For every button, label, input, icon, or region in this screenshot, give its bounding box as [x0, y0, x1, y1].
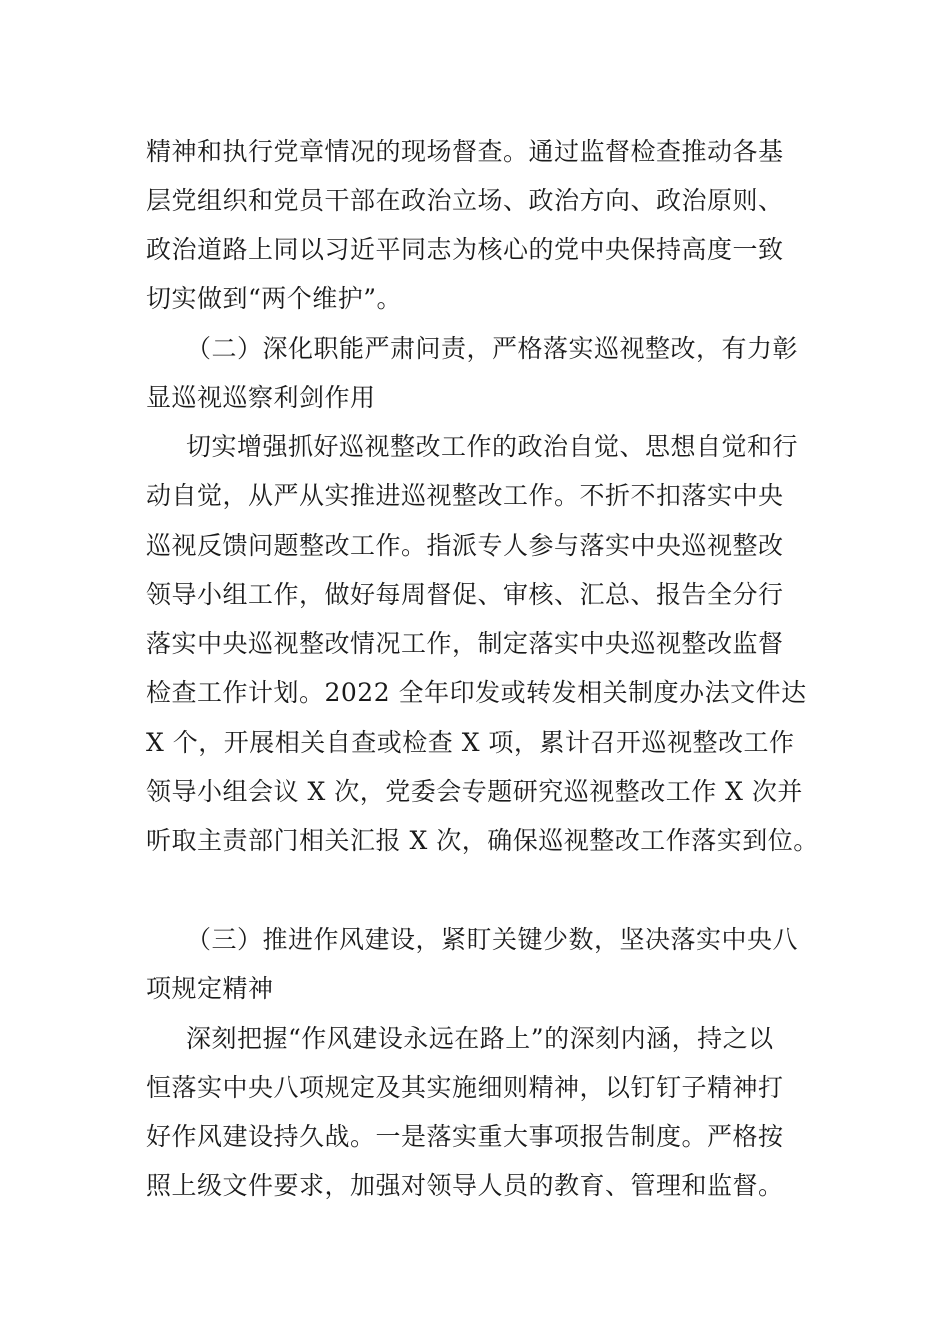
- paragraph-1-line-2: 层党组织和党员干部在政治立场、政治方向、政治原则、: [146, 186, 784, 215]
- paragraph-3-line-3: 好作风建设持久战。一是落实重大事项报告制度。严格按: [146, 1122, 784, 1151]
- paragraph-1-line-1: 精神和执行党章情况的现场督查。通过监督检查推动各基: [146, 137, 784, 166]
- section-heading-2-line-1: （二）深化职能严肃问责，严格落实巡视整改，有力彰: [186, 334, 799, 363]
- section-heading-3-line-1: （三）推进作风建设，紧盯关键少数，坚决落实中央八: [186, 925, 799, 954]
- paragraph-2-line-9: 听取主责部门相关汇报 X 次，确保巡视整改工作落实到位。: [146, 826, 819, 855]
- paragraph-2-line-2: 动自觉，从严从实推进巡视整改工作。不折不扣落实中央: [146, 481, 784, 510]
- paragraph-3-line-1: 深刻把握“作风建设永远在路上”的深刻内涵，持之以: [186, 1024, 774, 1053]
- paragraph-1-line-4: 切实做到“两个维护”。: [146, 284, 403, 313]
- paragraph-1-line-3: 政治道路上同以习近平同志为核心的党中央保持高度一致: [146, 235, 784, 264]
- paragraph-2-line-8: 领导小组会议 X 次，党委会专题研究巡视整改工作 X 次并: [146, 777, 803, 806]
- paragraph-2-line-1: 切实增强抓好巡视整改工作的政治自觉、思想自觉和行: [186, 432, 799, 461]
- paragraph-2-line-4: 领导小组工作，做好每周督促、审核、汇总、报告全分行: [146, 580, 784, 609]
- paragraph-2-line-5: 落实中央巡视整改情况工作，制定落实中央巡视整改监督: [146, 629, 784, 658]
- paragraph-3-line-2: 恒落实中央八项规定及其实施细则精神，以钉钉子精神打: [146, 1073, 784, 1102]
- paragraph-2-line-6: 检查工作计划。2022 全年印发或转发相关制度办法文件达: [146, 678, 807, 707]
- paragraph-2-line-3: 巡视反馈问题整改工作。指派专人参与落实中央巡视整改: [146, 531, 784, 560]
- section-heading-2-line-2: 显巡视巡察利剑作用: [146, 383, 376, 412]
- paragraph-2-line-7: X 个，开展相关自查或检查 X 项，累计召开巡视整改工作: [146, 728, 795, 757]
- paragraph-3-line-4: 照上级文件要求，加强对领导人员的教育、管理和监督。: [146, 1171, 784, 1200]
- section-heading-3-line-2: 项规定精神: [146, 974, 274, 1003]
